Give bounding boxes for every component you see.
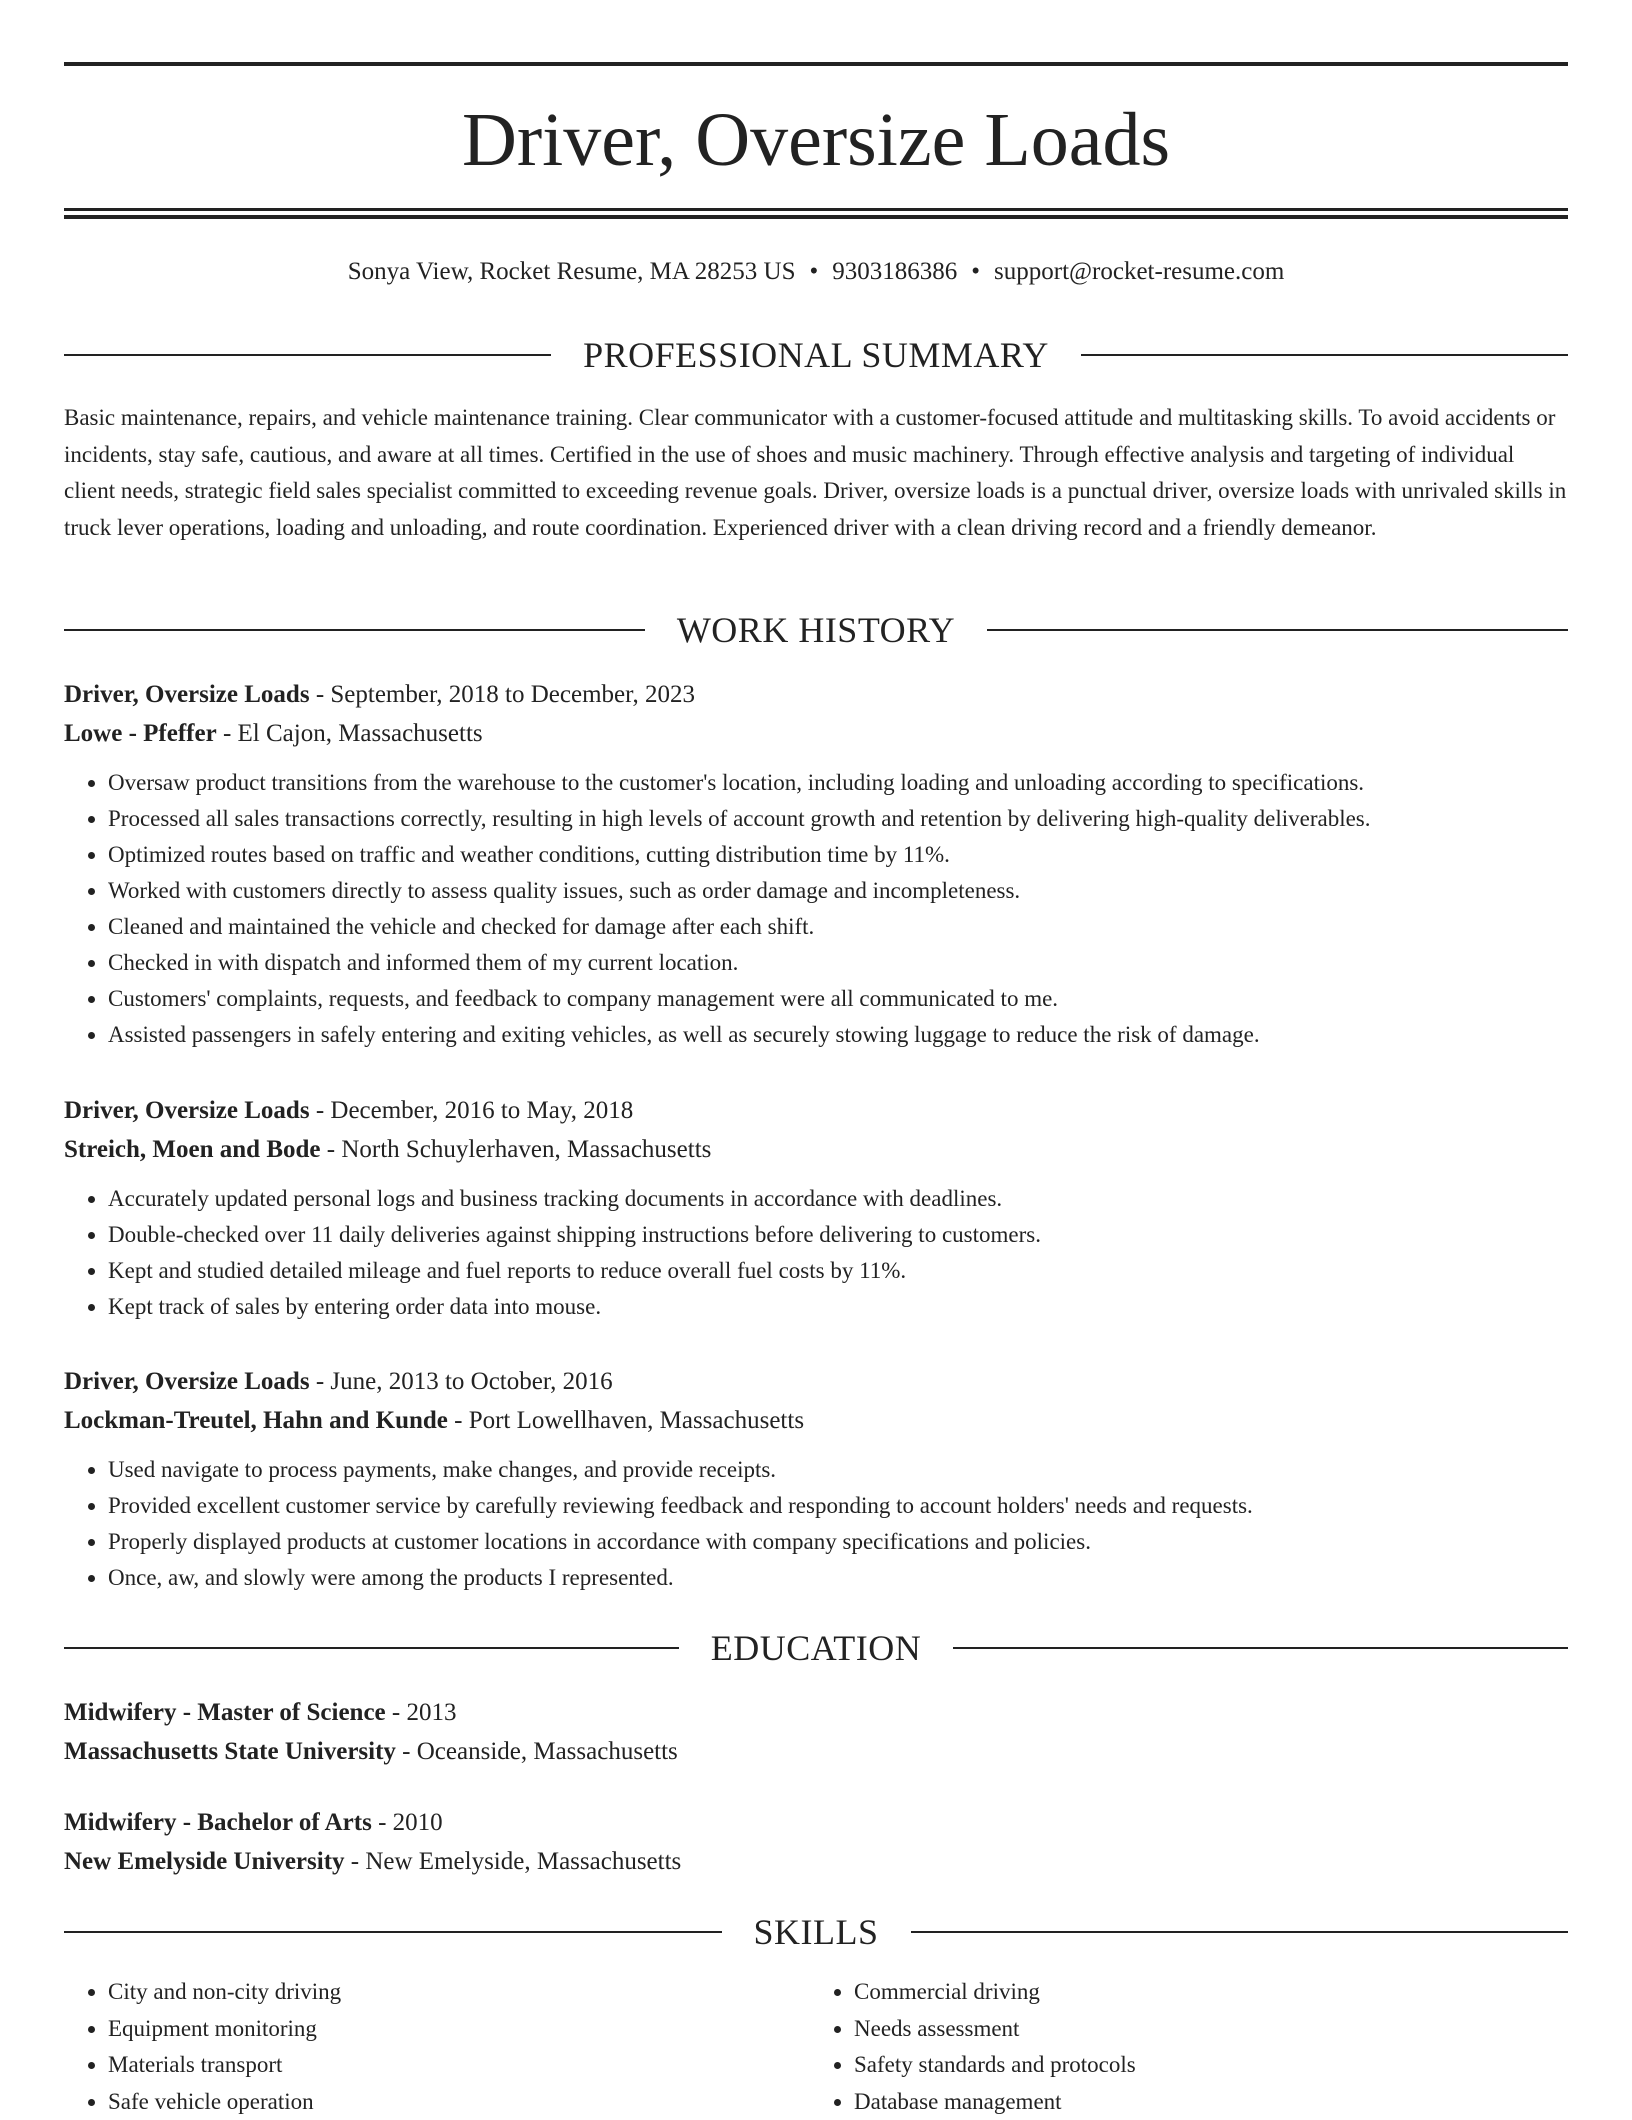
- skill-item: • Equipment monitoring: [108, 2011, 806, 2048]
- bullet-item: • Processed all sales transactions correctly, resulting in high levels of account growth and retention by delivering high-quality deliverables.: [108, 801, 1568, 837]
- degree-name: Midwifery - Bachelor of Arts: [64, 1809, 372, 1836]
- heading-rule: [64, 354, 551, 356]
- job-location: - El Cajon, Massachusetts: [217, 720, 483, 747]
- bullet-item: • Assisted passengers in safely entering and exiting vehicles, as well as securely stowing luggage to reduce the risk of damage.: [108, 1017, 1568, 1053]
- skill-item: • City and non-city driving: [108, 1974, 806, 2011]
- job-dates: - September, 2018 to December, 2023: [310, 681, 695, 708]
- bullet-item: • Kept and studied detailed mileage and fuel reports to reduce overall fuel costs by 11%.: [108, 1253, 1568, 1289]
- bullet-item: • Checked in with dispatch and informed them of my current location.: [108, 945, 1568, 981]
- heading-rule: [64, 629, 645, 631]
- job-company: Streich, Moen and Bode: [64, 1136, 321, 1163]
- bullet-item: • Used navigate to process payments, make changes, and provide receipts.: [108, 1452, 1568, 1488]
- skills-list: [64, 1974, 1568, 2120]
- header-double-rule: [64, 208, 1568, 219]
- bullet-item: • Provided excellent customer service by carefully reviewing feedback and responding to account holders' needs and requests.: [108, 1488, 1568, 1524]
- education-entry: [64, 1693, 1568, 1771]
- school-row: [64, 1732, 1568, 1771]
- school-name: New Emelyside University: [64, 1848, 345, 1875]
- section-heading-summary: [64, 335, 1568, 375]
- job-title: Driver, Oversize Loads: [64, 681, 310, 708]
- resume-title: Driver, Oversize Loads: [64, 92, 1568, 188]
- skill-item: • Needs assessment: [854, 2011, 1552, 2048]
- job-dates: - December, 2016 to May, 2018: [310, 1097, 634, 1124]
- job-title: Driver, Oversize Loads: [64, 1368, 310, 1395]
- job-title-row: [64, 675, 1568, 714]
- job-dates: - June, 2013 to October, 2016: [310, 1368, 613, 1395]
- job-company-row: [64, 1401, 1568, 1440]
- contact-separator: •: [809, 258, 818, 285]
- school-location: - Oceanside, Massachusetts: [396, 1738, 678, 1765]
- degree-year: - 2010: [372, 1809, 443, 1836]
- contact-phone: 9303186386: [832, 258, 957, 285]
- job-company: Lockman-Treutel, Hahn and Kunde: [64, 1407, 448, 1434]
- job-location: - Port Lowellhaven, Massachusetts: [448, 1407, 804, 1434]
- bullet-item: • Oversaw product transitions from the warehouse to the customer's location, including loading and unloading according to specifications.: [108, 765, 1568, 801]
- section-title-skills: SKILLS: [722, 1912, 911, 1952]
- heading-rule: [1081, 354, 1568, 356]
- job-bullets: [64, 1452, 1568, 1596]
- school-location: - New Emelyside, Massachusetts: [345, 1848, 682, 1875]
- bullet-item: • Accurately updated personal logs and business tracking documents in accordance with deadlines.: [108, 1181, 1568, 1217]
- work-entry: [64, 675, 1568, 1053]
- summary-text: Basic maintenance, repairs, and vehicle maintenance training. Clear communicator with a customer-focused attitude and multitasking skills. To avoid accidents or incidents, stay safe, cautious, and aware at all times. Certified in the use of shoes and music machinery. Through effective analysis and targeting of individual client needs, strategic field sales specialist committed to exceeding revenue goals. Driver, oversize loads is a punctual driver, oversize loads with unrivaled skills in truck lever operations, loading and unloading, and route coordination. Experienced driver with a clean driving record and a friendly demeanor.: [64, 400, 1568, 546]
- bullet-item: • Customers' complaints, requests, and feedback to company management were all communicated to me.: [108, 981, 1568, 1017]
- job-title-row: [64, 1091, 1568, 1130]
- school-row: [64, 1842, 1568, 1881]
- section-title-work: WORK HISTORY: [645, 610, 987, 650]
- degree-row: [64, 1803, 1568, 1842]
- skill-item: • Safety standards and protocols: [854, 2047, 1552, 2084]
- skills-column-left: [64, 1974, 806, 2120]
- job-title-row: [64, 1362, 1568, 1401]
- job-bullets: [64, 765, 1568, 1053]
- degree-name: Midwifery - Master of Science: [64, 1699, 386, 1726]
- heading-rule: [64, 1647, 679, 1649]
- work-entry: [64, 1091, 1568, 1325]
- degree-row: [64, 1693, 1568, 1732]
- work-entry: [64, 1362, 1568, 1596]
- section-title-summary: PROFESSIONAL SUMMARY: [551, 335, 1081, 375]
- bullet-item: • Cleaned and maintained the vehicle and checked for damage after each shift.: [108, 909, 1568, 945]
- bullet-item: • Double-checked over 11 daily deliveries against shipping instructions before delivering to customers.: [108, 1217, 1568, 1253]
- section-title-education: EDUCATION: [679, 1628, 953, 1668]
- heading-rule: [987, 629, 1568, 631]
- heading-rule: [953, 1647, 1568, 1649]
- bullet-item: • Once, aw, and slowly were among the products I represented.: [108, 1560, 1568, 1596]
- skill-item: • Commercial driving: [854, 1974, 1552, 2011]
- job-title: Driver, Oversize Loads: [64, 1097, 310, 1124]
- job-company-row: [64, 1130, 1568, 1169]
- heading-rule: [64, 1931, 722, 1933]
- skills-column-right: [806, 1974, 1552, 2120]
- job-company-row: [64, 714, 1568, 753]
- skill-item: • Safe vehicle operation: [108, 2084, 806, 2120]
- section-heading-skills: [64, 1912, 1568, 1952]
- contact-line: [64, 254, 1568, 290]
- bullet-item: • Worked with customers directly to assess quality issues, such as order damage and incompleteness.: [108, 873, 1568, 909]
- job-company: Lowe - Pfeffer: [64, 720, 217, 747]
- skill-item: • Materials transport: [108, 2047, 806, 2084]
- job-bullets: [64, 1181, 1568, 1325]
- education-entry: [64, 1803, 1568, 1881]
- skill-item: • Database management: [854, 2084, 1552, 2120]
- bullet-item: • Properly displayed products at customer locations in accordance with company specifications and policies.: [108, 1524, 1568, 1560]
- section-heading-work: [64, 610, 1568, 650]
- job-location: - North Schuylerhaven, Massachusetts: [321, 1136, 712, 1163]
- contact-address: Sonya View, Rocket Resume, MA 28253 US: [348, 258, 796, 285]
- contact-separator: •: [971, 258, 980, 285]
- bullet-item: • Optimized routes based on traffic and weather conditions, cutting distribution time by 11%.: [108, 837, 1568, 873]
- bullet-item: • Kept track of sales by entering order data into mouse.: [108, 1289, 1568, 1325]
- degree-year: - 2013: [386, 1699, 457, 1726]
- school-name: Massachusetts State University: [64, 1738, 396, 1765]
- section-heading-education: [64, 1628, 1568, 1668]
- heading-rule: [911, 1931, 1569, 1933]
- contact-email: support@rocket-resume.com: [994, 258, 1284, 285]
- header-top-rule: [64, 62, 1568, 66]
